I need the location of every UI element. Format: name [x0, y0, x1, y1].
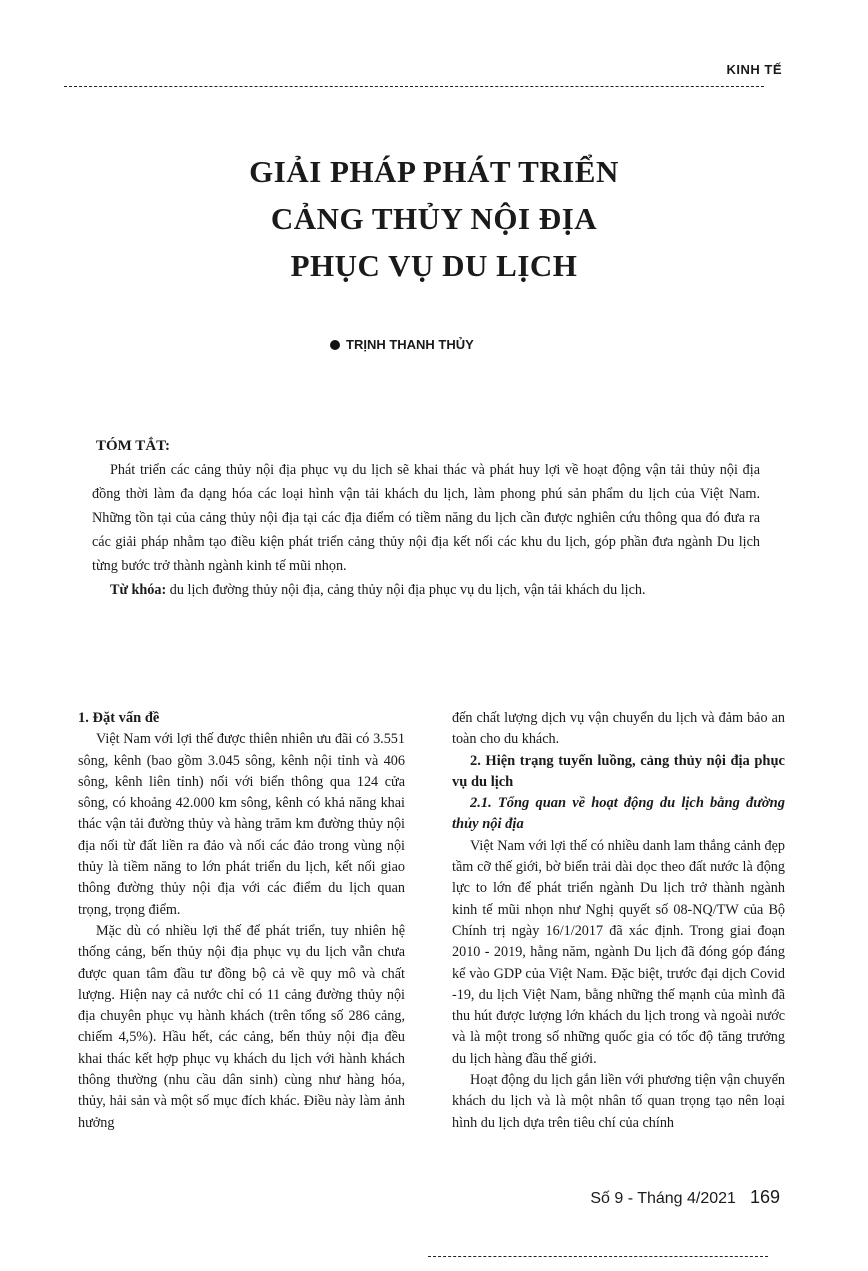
- keywords-text: du lịch đường thủy nội địa, cảng thủy nội địa phục vụ du lịch, vận tải khách du lịch.: [166, 582, 646, 598]
- title-line-1: GIẢI PHÁP PHÁT TRIỂN: [249, 154, 619, 189]
- footer-divider: [428, 1256, 768, 1257]
- issue-label: Số 9 - Tháng 4/2021: [590, 1190, 736, 1207]
- paragraph: Hoạt động du lịch gắn liền với phương tiện vận chuyển khách du lịch và là một nhân tố quan trọng tạo nên loại hình du lịch dựa trên tiêu chí của chính: [452, 1072, 785, 1131]
- subsection-heading: 2.1. Tổng quan về hoạt động du lịch bằng đường thủy nội địa: [452, 795, 785, 833]
- section-2-heading: 2. Hiện trạng tuyến luồng, cảng thủy nội địa phục vụ du lịch: [452, 752, 785, 790]
- abstract-heading: TÓM TẮT:: [96, 438, 171, 454]
- title-line-2: CẢNG THỦY NỘI ĐỊA: [270, 201, 598, 236]
- page-number: 169: [749, 1187, 780, 1207]
- right-column: [452, 708, 785, 1134]
- paragraph: Việt Nam với lợi thế được thiên nhiên ưu đãi có 3.551 sông, kênh (bao gồm 3.045 sông, kênh nội tỉnh và 406 sông, kênh liên tỉnh) nối với biển thông qua 124 cửa sông, có khoảng 42.000 km sông, kênh có khả năng khai thác vận tải đường thủy và hàng trăm km đường thủy nội địa nối từ đất liền ra đảo và nối các đảo trong vùng nội thủy là tiềm năng to lớn phát triển du lịch, kết nối giao thông đường thủy nội địa với các điểm du lịch quan trọng, trọng điểm.: [78, 731, 405, 918]
- title-line-3: PHỤC VỤ DU LỊCH: [290, 248, 578, 283]
- left-column: [78, 708, 405, 1134]
- author-byline: [330, 337, 474, 352]
- section-label: KINH TẾ: [726, 62, 782, 77]
- bullet-icon: [330, 340, 340, 350]
- section-1-heading: 1. Đặt vấn đề: [78, 710, 160, 726]
- paragraph: Việt Nam với lợi thế có nhiều danh lam thắng cảnh đẹp tầm cỡ thế giới, bờ biển trải dài dọc theo đất nước là động lực to lớn để phát triển ngành Du lịch trở thành ngành kinh tế mũi nhọn như Nghị quyết số 08-NQ/TW của Bộ Chính trị ngày 16/1/2017 đã xác định. Trong giai đoạn 2010 - 2019, hằng năm, ngành Du lịch đã đóng góp đáng kể vào GDP của Việt Nam. Đặc biệt, trước đại dịch Covid -19, du lịch Việt Nam, bằng những thế mạnh của mình đã thu hút được lượng lớn khách du lịch trong và ngoài nước và là một trong số những quốc gia có tốc độ tăng trưởng du lịch hàng đầu thế giới.: [452, 837, 785, 1067]
- abstract-text: Phát triển các cảng thủy nội địa phục vụ du lịch sẽ khai thác và phát huy lợi về hoạt động vận tải thủy nội địa đồng thời làm đa dạng hóa các loại hình vận tải khách du lịch, làm phong phú sản phẩm du lịch của Việt Nam. Những tồn tại của cảng thủy nội địa tại các địa điểm có tiềm năng du lịch cần được nghiên cứu thông qua đó đưa ra các giải pháp nhằm tạo điều kiện phát triển cảng thủy nội địa kết nối các khu du lịch, góp phần đưa ngành Du lịch từng bước trở thành ngành kinh tế mũi nhọn.: [92, 462, 760, 574]
- page-footer: [590, 1187, 780, 1208]
- article-title: [0, 148, 868, 289]
- keywords-line: [92, 578, 760, 602]
- paragraph: Mặc dù có nhiều lợi thế để phát triển, tuy nhiên hệ thống cảng, bến thủy nội địa phục vụ du lịch vẫn chưa được quan tâm đầu tư đồng bộ cả về quy mô và chất lượng. Hiện nay cả nước chỉ có 11 cảng đường thủy nội địa chuyên phục vụ hành khách (trên tổng số 286 cảng, chiếm 4,5%). Hầu hết, các cảng, bến thủy nội địa đều khai thác kết hợp phục vụ khách du lịch với hành khách thông thường (nhu cầu dân sinh) cùng như hàng hóa, thủy, hải sản và một số mục đích khác. Điều này làm ảnh hưởng: [78, 922, 405, 1131]
- author-name: TRỊNH THANH THỦY: [346, 337, 474, 352]
- keywords-label: Từ khóa:: [110, 582, 167, 598]
- header-divider: [64, 86, 764, 87]
- abstract-block: [92, 435, 760, 602]
- paragraph-continued: đến chất lượng dịch vụ vận chuyển du lịch và đảm bảo an toàn cho du khách.: [452, 710, 785, 748]
